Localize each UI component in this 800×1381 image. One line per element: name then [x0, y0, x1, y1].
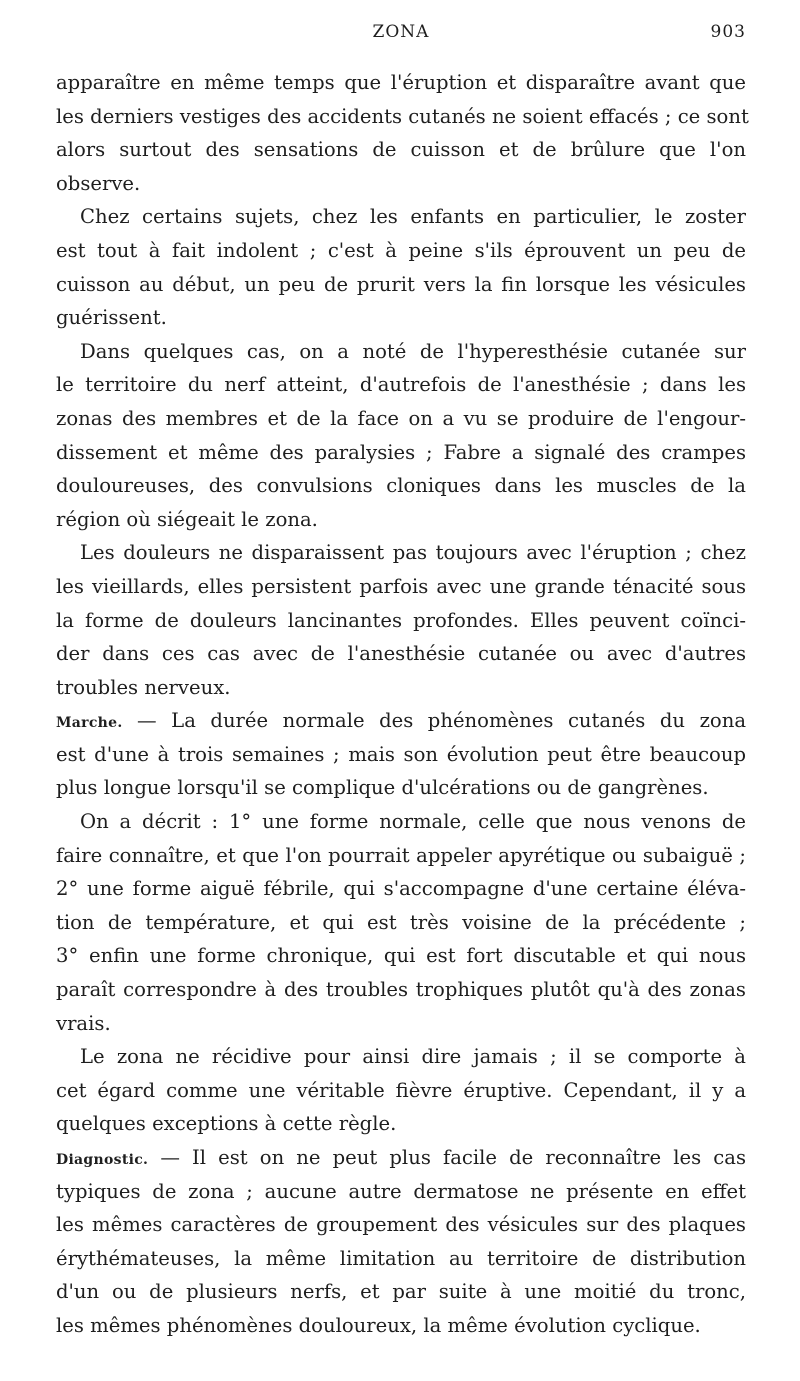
text-line: le territoire du nerf atteint, d'autrefois de l'anesthésie ; dans les: [56, 373, 746, 397]
text-line: érythémateuses, la même limitation au territoire de distribution: [56, 1246, 746, 1270]
text-line: Dans quelques cas, on a noté de l'hyperesthésie cutanée sur: [80, 339, 746, 363]
text-line: région où siégeait le zona.: [56, 507, 318, 531]
text-line: cuisson au début, un peu de prurit vers la fin lorsque les vésicules: [56, 272, 746, 296]
text-span: — La durée normale des phénomènes cutanés du zona: [122, 709, 746, 733]
text-line: faire connaître, et que l'on pourrait appeler apyrétique ou subaiguë ;: [56, 843, 746, 867]
text-line: zonas des membres et de la face on a vu se produire de l'engour-: [56, 406, 746, 430]
text-line: typiques de zona ; aucune autre dermatose ne présente en effet: [56, 1179, 746, 1203]
section-heading-diagnostic: Diagnostic.: [56, 1152, 149, 1168]
text-line: guérissent.: [56, 306, 167, 330]
text-line: Les douleurs ne disparaissent pas toujours avec l'éruption ; chez: [80, 541, 746, 565]
text-line: alors surtout des sensations de cuisson et de brûlure que l'on: [56, 138, 746, 162]
text-line-with-heading: [56, 704, 746, 738]
section-heading-marche: Marche.: [56, 715, 123, 732]
body-text: [56, 66, 749, 1343]
text-line: est tout à fait indolent ; c'est à peine s'ils éprouvent un peu de: [56, 238, 746, 262]
running-title: ZONA: [372, 22, 430, 42]
text-line: douloureuses, des convulsions cloniques dans les muscles de la: [56, 474, 746, 498]
text-line: tion de température, et qui est très voisine de la précédente ;: [56, 910, 746, 934]
text-line: der dans ces cas avec de l'anesthésie cutanée ou avec d'autres: [56, 642, 746, 666]
text-line: la forme de douleurs lancinantes profondes. Elles peuvent coïnci-: [56, 608, 746, 632]
text-line: vrais.: [56, 1011, 111, 1035]
text-line: plus longue lorsqu'il se complique d'ulcérations ou de gangrènes.: [56, 776, 709, 800]
text-line: observe.: [56, 171, 141, 195]
text-line: est d'une à trois semaines ; mais son évolution peut être beaucoup: [56, 742, 746, 766]
text-line: les vieillards, elles persistent parfois avec une grande ténacité sous: [56, 574, 746, 598]
text-line: Chez certains sujets, chez les enfants en particulier, le zoster: [80, 205, 746, 229]
page-number: 903: [710, 22, 746, 42]
text-line: Le zona ne récidive pour ainsi dire jamais ; il se comporte à: [80, 1045, 746, 1069]
text-line: troubles nerveux.: [56, 675, 231, 699]
text-line: dissement et même des paralysies ; Fabre a signalé des crampes: [56, 440, 746, 464]
text-line: 2° une forme aiguë fébrile, qui s'accompagne d'une certaine éléva-: [56, 877, 746, 901]
text-line: 3° enfin une forme chronique, qui est fort discutable et qui nous: [56, 944, 746, 968]
text-line: les derniers vestiges des accidents cutanés ne soient effacés ; ce sont: [56, 104, 749, 128]
text-line: les mêmes phénomènes douloureux, la même évolution cyclique.: [56, 1313, 701, 1337]
text-span: — Il est on ne peut plus facile de reconnaître les cas: [148, 1146, 746, 1169]
text-line: cet égard comme une véritable fièvre éruptive. Cependant, il y a: [56, 1078, 746, 1102]
text-line: les mêmes caractères de groupement des vésicules sur des plaques: [56, 1213, 746, 1237]
text-line: paraît correspondre à des troubles trophiques plutôt qu'à des zonas: [56, 978, 746, 1002]
text-line: d'un ou de plusieurs nerfs, et par suite à une moitié du tronc,: [56, 1280, 746, 1304]
text-line: apparaître en même temps que l'éruption et disparaître avant que: [56, 71, 746, 94]
text-line: On a décrit : 1° une forme normale, celle que nous venons de: [80, 810, 746, 834]
text-line-with-heading: [56, 1141, 746, 1175]
text-line: quelques exceptions à cette règle.: [56, 1112, 397, 1136]
running-head: [56, 22, 746, 52]
